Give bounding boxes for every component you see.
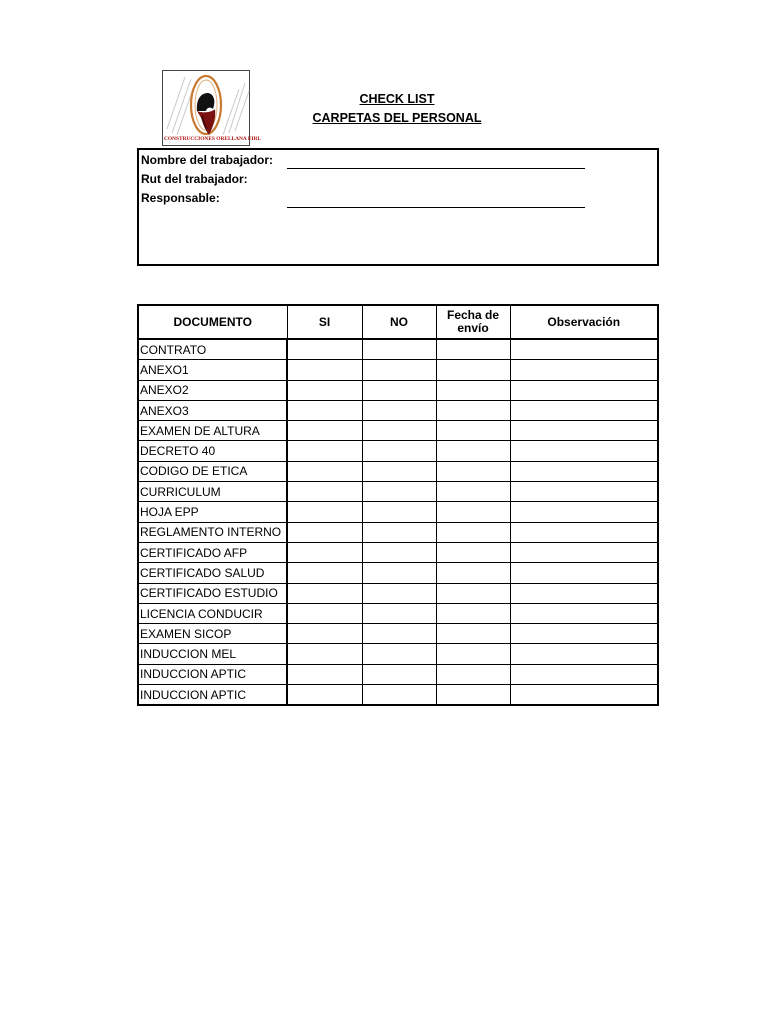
fecha-envio-cell[interactable]	[436, 400, 510, 420]
fecha-envio-cell[interactable]	[436, 624, 510, 644]
observacion-cell[interactable]	[510, 603, 658, 623]
no-cell[interactable]	[362, 360, 436, 380]
no-cell[interactable]	[362, 603, 436, 623]
si-cell[interactable]	[287, 603, 362, 623]
observacion-cell[interactable]	[510, 482, 658, 502]
company-logo	[162, 70, 262, 146]
table-row	[138, 400, 658, 420]
fecha-envio-cell[interactable]	[436, 685, 510, 706]
document-name-cell: HOJA EPP	[138, 502, 287, 522]
si-cell[interactable]	[287, 339, 362, 360]
fecha-envio-cell[interactable]	[436, 441, 510, 461]
si-cell[interactable]	[287, 542, 362, 562]
header-documento: DOCUMENTO	[138, 305, 287, 339]
si-cell[interactable]	[287, 522, 362, 542]
document-name-cell: CURRICULUM	[138, 482, 287, 502]
table-row	[138, 664, 658, 684]
document-name-cell: CERTIFICADO AFP	[138, 542, 287, 562]
observacion-cell[interactable]	[510, 522, 658, 542]
observacion-cell[interactable]	[510, 441, 658, 461]
document-name-cell: EXAMEN SICOP	[138, 624, 287, 644]
table-row	[138, 644, 658, 664]
no-cell[interactable]	[362, 380, 436, 400]
document-name-cell: INDUCCION APTIC	[138, 664, 287, 684]
document-name-cell: ANEXO2	[138, 380, 287, 400]
si-cell[interactable]	[287, 400, 362, 420]
fecha-envio-cell[interactable]	[436, 339, 510, 360]
observacion-cell[interactable]	[510, 400, 658, 420]
document-name-cell: CERTIFICADO SALUD	[138, 563, 287, 583]
table-row	[138, 360, 658, 380]
fecha-envio-cell[interactable]	[436, 380, 510, 400]
fecha-envio-cell[interactable]	[436, 360, 510, 380]
fecha-envio-cell[interactable]	[436, 522, 510, 542]
no-cell[interactable]	[362, 685, 436, 706]
observacion-cell[interactable]	[510, 502, 658, 522]
fecha-envio-cell[interactable]	[436, 563, 510, 583]
table-row	[138, 624, 658, 644]
worker-info-box	[137, 148, 659, 266]
observacion-cell[interactable]	[510, 542, 658, 562]
table-row	[138, 502, 658, 522]
document-name-cell: INDUCCION APTIC	[138, 685, 287, 706]
observacion-cell[interactable]	[510, 685, 658, 706]
fecha-envio-cell[interactable]	[436, 461, 510, 481]
si-cell[interactable]	[287, 563, 362, 583]
observacion-cell[interactable]	[510, 624, 658, 644]
observacion-cell[interactable]	[510, 563, 658, 583]
table-row	[138, 542, 658, 562]
fecha-envio-cell[interactable]	[436, 603, 510, 623]
table-row	[138, 461, 658, 481]
no-cell[interactable]	[362, 542, 436, 562]
observacion-cell[interactable]	[510, 421, 658, 441]
no-cell[interactable]	[362, 563, 436, 583]
no-cell[interactable]	[362, 522, 436, 542]
worker-rut-label: Rut del trabajador:	[141, 172, 248, 186]
table-row	[138, 441, 658, 461]
si-cell[interactable]	[287, 482, 362, 502]
header-fecha-envio	[436, 305, 510, 339]
table-row	[138, 380, 658, 400]
si-cell[interactable]	[287, 644, 362, 664]
worker-name-field[interactable]	[287, 168, 585, 169]
si-cell[interactable]	[287, 380, 362, 400]
fecha-envio-cell[interactable]	[436, 644, 510, 664]
no-cell[interactable]	[362, 644, 436, 664]
table-row	[138, 482, 658, 502]
observacion-cell[interactable]	[510, 644, 658, 664]
document-name-cell: ANEXO1	[138, 360, 287, 380]
si-cell[interactable]	[287, 421, 362, 441]
si-cell[interactable]	[287, 583, 362, 603]
no-cell[interactable]	[362, 421, 436, 441]
table-row	[138, 685, 658, 706]
observacion-cell[interactable]	[510, 339, 658, 360]
si-cell[interactable]	[287, 461, 362, 481]
document-name-cell: INDUCCION MEL	[138, 644, 287, 664]
document-name-cell: LICENCIA CONDUCIR	[138, 603, 287, 623]
no-cell[interactable]	[362, 502, 436, 522]
page-title: CHECK LIST	[359, 92, 435, 106]
si-cell[interactable]	[287, 360, 362, 380]
company-logo-icon	[163, 71, 262, 145]
no-cell[interactable]	[362, 624, 436, 644]
table-row	[138, 563, 658, 583]
si-cell[interactable]	[287, 441, 362, 461]
document-name-cell: CONTRATO	[138, 339, 287, 360]
table-row	[138, 583, 658, 603]
observacion-cell[interactable]	[510, 664, 658, 684]
fecha-envio-cell[interactable]	[436, 482, 510, 502]
document-name-cell: CODIGO DE ETICA	[138, 461, 287, 481]
no-cell[interactable]	[362, 664, 436, 684]
no-cell[interactable]	[362, 482, 436, 502]
table-header-row	[138, 305, 658, 339]
observacion-cell[interactable]	[510, 360, 658, 380]
worker-name-label: Nombre del trabajador:	[141, 153, 274, 167]
no-cell[interactable]	[362, 400, 436, 420]
fecha-envio-cell[interactable]	[436, 583, 510, 603]
company-logo-text: CONSTRUCCIONES ORELLANA EIRL	[164, 136, 262, 142]
header-observacion: Observación	[510, 305, 658, 339]
no-cell[interactable]	[362, 583, 436, 603]
fecha-envio-cell[interactable]	[436, 421, 510, 441]
document-checklist-table	[137, 304, 659, 706]
table-row	[138, 603, 658, 623]
document-name-cell: EXAMEN DE ALTURA	[138, 421, 287, 441]
table-row	[138, 522, 658, 542]
table-row	[138, 421, 658, 441]
header-fecha-envio-text: Fecha de envío	[446, 308, 500, 335]
document-name-cell: DECRETO 40	[138, 441, 287, 461]
si-cell[interactable]	[287, 664, 362, 684]
table-row	[138, 339, 658, 360]
no-cell[interactable]	[362, 339, 436, 360]
fecha-envio-cell[interactable]	[436, 542, 510, 562]
responsible-field[interactable]	[287, 207, 585, 208]
observacion-cell[interactable]	[510, 461, 658, 481]
si-cell[interactable]	[287, 502, 362, 522]
fecha-envio-cell[interactable]	[436, 502, 510, 522]
document-name-cell: REGLAMENTO INTERNO	[138, 522, 287, 542]
si-cell[interactable]	[287, 685, 362, 706]
document-name-cell: CERTIFICADO ESTUDIO	[138, 583, 287, 603]
responsible-label: Responsable:	[141, 191, 220, 205]
header-si: SI	[287, 305, 362, 339]
observacion-cell[interactable]	[510, 380, 658, 400]
page-subtitle: CARPETAS DEL PERSONAL	[312, 111, 482, 125]
no-cell[interactable]	[362, 441, 436, 461]
header-no: NO	[362, 305, 436, 339]
si-cell[interactable]	[287, 624, 362, 644]
document-name-cell: ANEXO3	[138, 400, 287, 420]
observacion-cell[interactable]	[510, 583, 658, 603]
no-cell[interactable]	[362, 461, 436, 481]
fecha-envio-cell[interactable]	[436, 664, 510, 684]
